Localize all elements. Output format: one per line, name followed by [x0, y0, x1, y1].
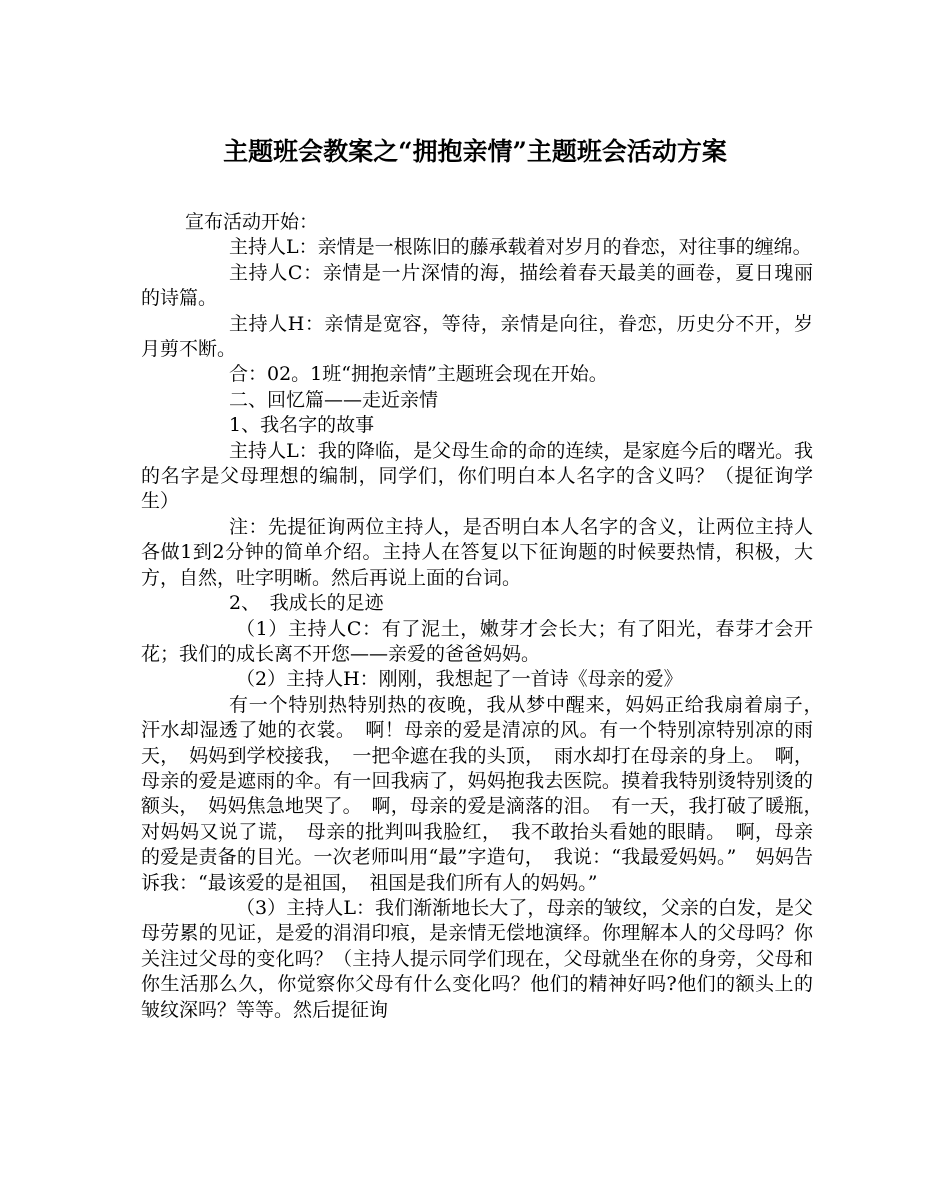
- document-body: [141, 210, 833, 1023]
- paragraph-activity-start: 宣布活动开始：: [185, 211, 319, 233]
- paragraph-host-l-name: 主持人L：我的降临，是父母生命的命的连续，是家庭今后的曙光。我的名字是父母理想的编制，同学们，你们明白本人名字的含义吗？（提征询学生）: [141, 439, 813, 513]
- paragraph-host-l-parents: （3）主持人L：我们渐渐地长大了，母亲的皱纹，父亲的白发，是父母劳累的见证，是爱的涓涓印痕，是亲情无偿地演绎。你理解本人的父母吗？你关注过父母的变化吗？（主持人提示同学们现在，父母就坐在你的身旁，父母和你生活那么久，你觉察你父母有什么变化吗？他们的精神好吗?他们的额头上的皱纹深吗？等等。然后提征询: [141, 896, 813, 1021]
- section-heading-memories: 二、回忆篇——走近亲情: [229, 388, 439, 411]
- paragraph-host-c-growth: （1）主持人C：有了泥土，嫩芽才会长大；有了阳光，春芽才会开花；我们的成长离不开您——亲爱的爸爸妈妈。: [141, 617, 813, 665]
- paragraph-note: 注：先提征询两位主持人，是否明白本人名字的含义，让两位主持人各做1到2分钟的简单介绍。主持人在答复以下征询题的时候要热情，积极，大方，自然，吐字明晰。然后再说上面的台词。: [141, 515, 813, 589]
- subsection-heading-name-story: 1、我名字的故事: [229, 414, 375, 437]
- paragraph-host-h-intro: 主持人H：亲情是宽容，等待，亲情是向往，眷恋，历史分不开，岁月剪不断。: [141, 312, 813, 361]
- paragraph-host-c-intro: 主持人C：亲情是一片深情的海，描绘着春天最美的画卷，夏日瑰丽的诗篇。: [141, 261, 813, 310]
- subsection-heading-growth: 2、 我成长的足迹: [229, 592, 384, 615]
- paragraph-host-h-poem-intro: （2）主持人H：刚刚，我想起了一首诗《母亲的爱》: [236, 668, 683, 691]
- document-title: 主题班会教案之“拥抱亲情”主题班会活动方案: [223, 137, 727, 166]
- paragraph-poem: 有一个特别热特别热的夜晚，我从梦中醒来，妈妈正给我扇着扇子， 汗水却湿透了她的衣裳。 啊！母亲的爱是清凉的风。有一个特别凉特别凉的雨天， 妈妈到学校接我， 一把伞遮在我的头顶， 雨水却打在母亲的身上。 啊，母亲的爱是遮雨的伞。有一回我病了，妈妈抱我去医院。摸着我特别烫特别烫的额头， 妈妈焦急地哭了。 啊，母亲的爱是滴落的泪。 有一天，我打破了暖瓶， 对妈妈又说了谎， 母亲的批判叫我脸红， 我不敢抬头看她的眼睛。 啊，母亲的爱是责备的目光。一次老师叫用“最”字造句， 我说：“我最爱妈妈。” 妈妈告诉我：“最该爱的是祖国， 祖国是我们所有人的妈妈。”: [141, 693, 833, 894]
- paragraph-host-l-intro: 主持人L：亲情是一根陈旧的藤承载着对岁月的眷恋，对往事的缠绵。: [229, 236, 812, 259]
- paragraph-all-together: 合：02。1班“拥抱亲情”主题班会现在开始。: [229, 363, 608, 386]
